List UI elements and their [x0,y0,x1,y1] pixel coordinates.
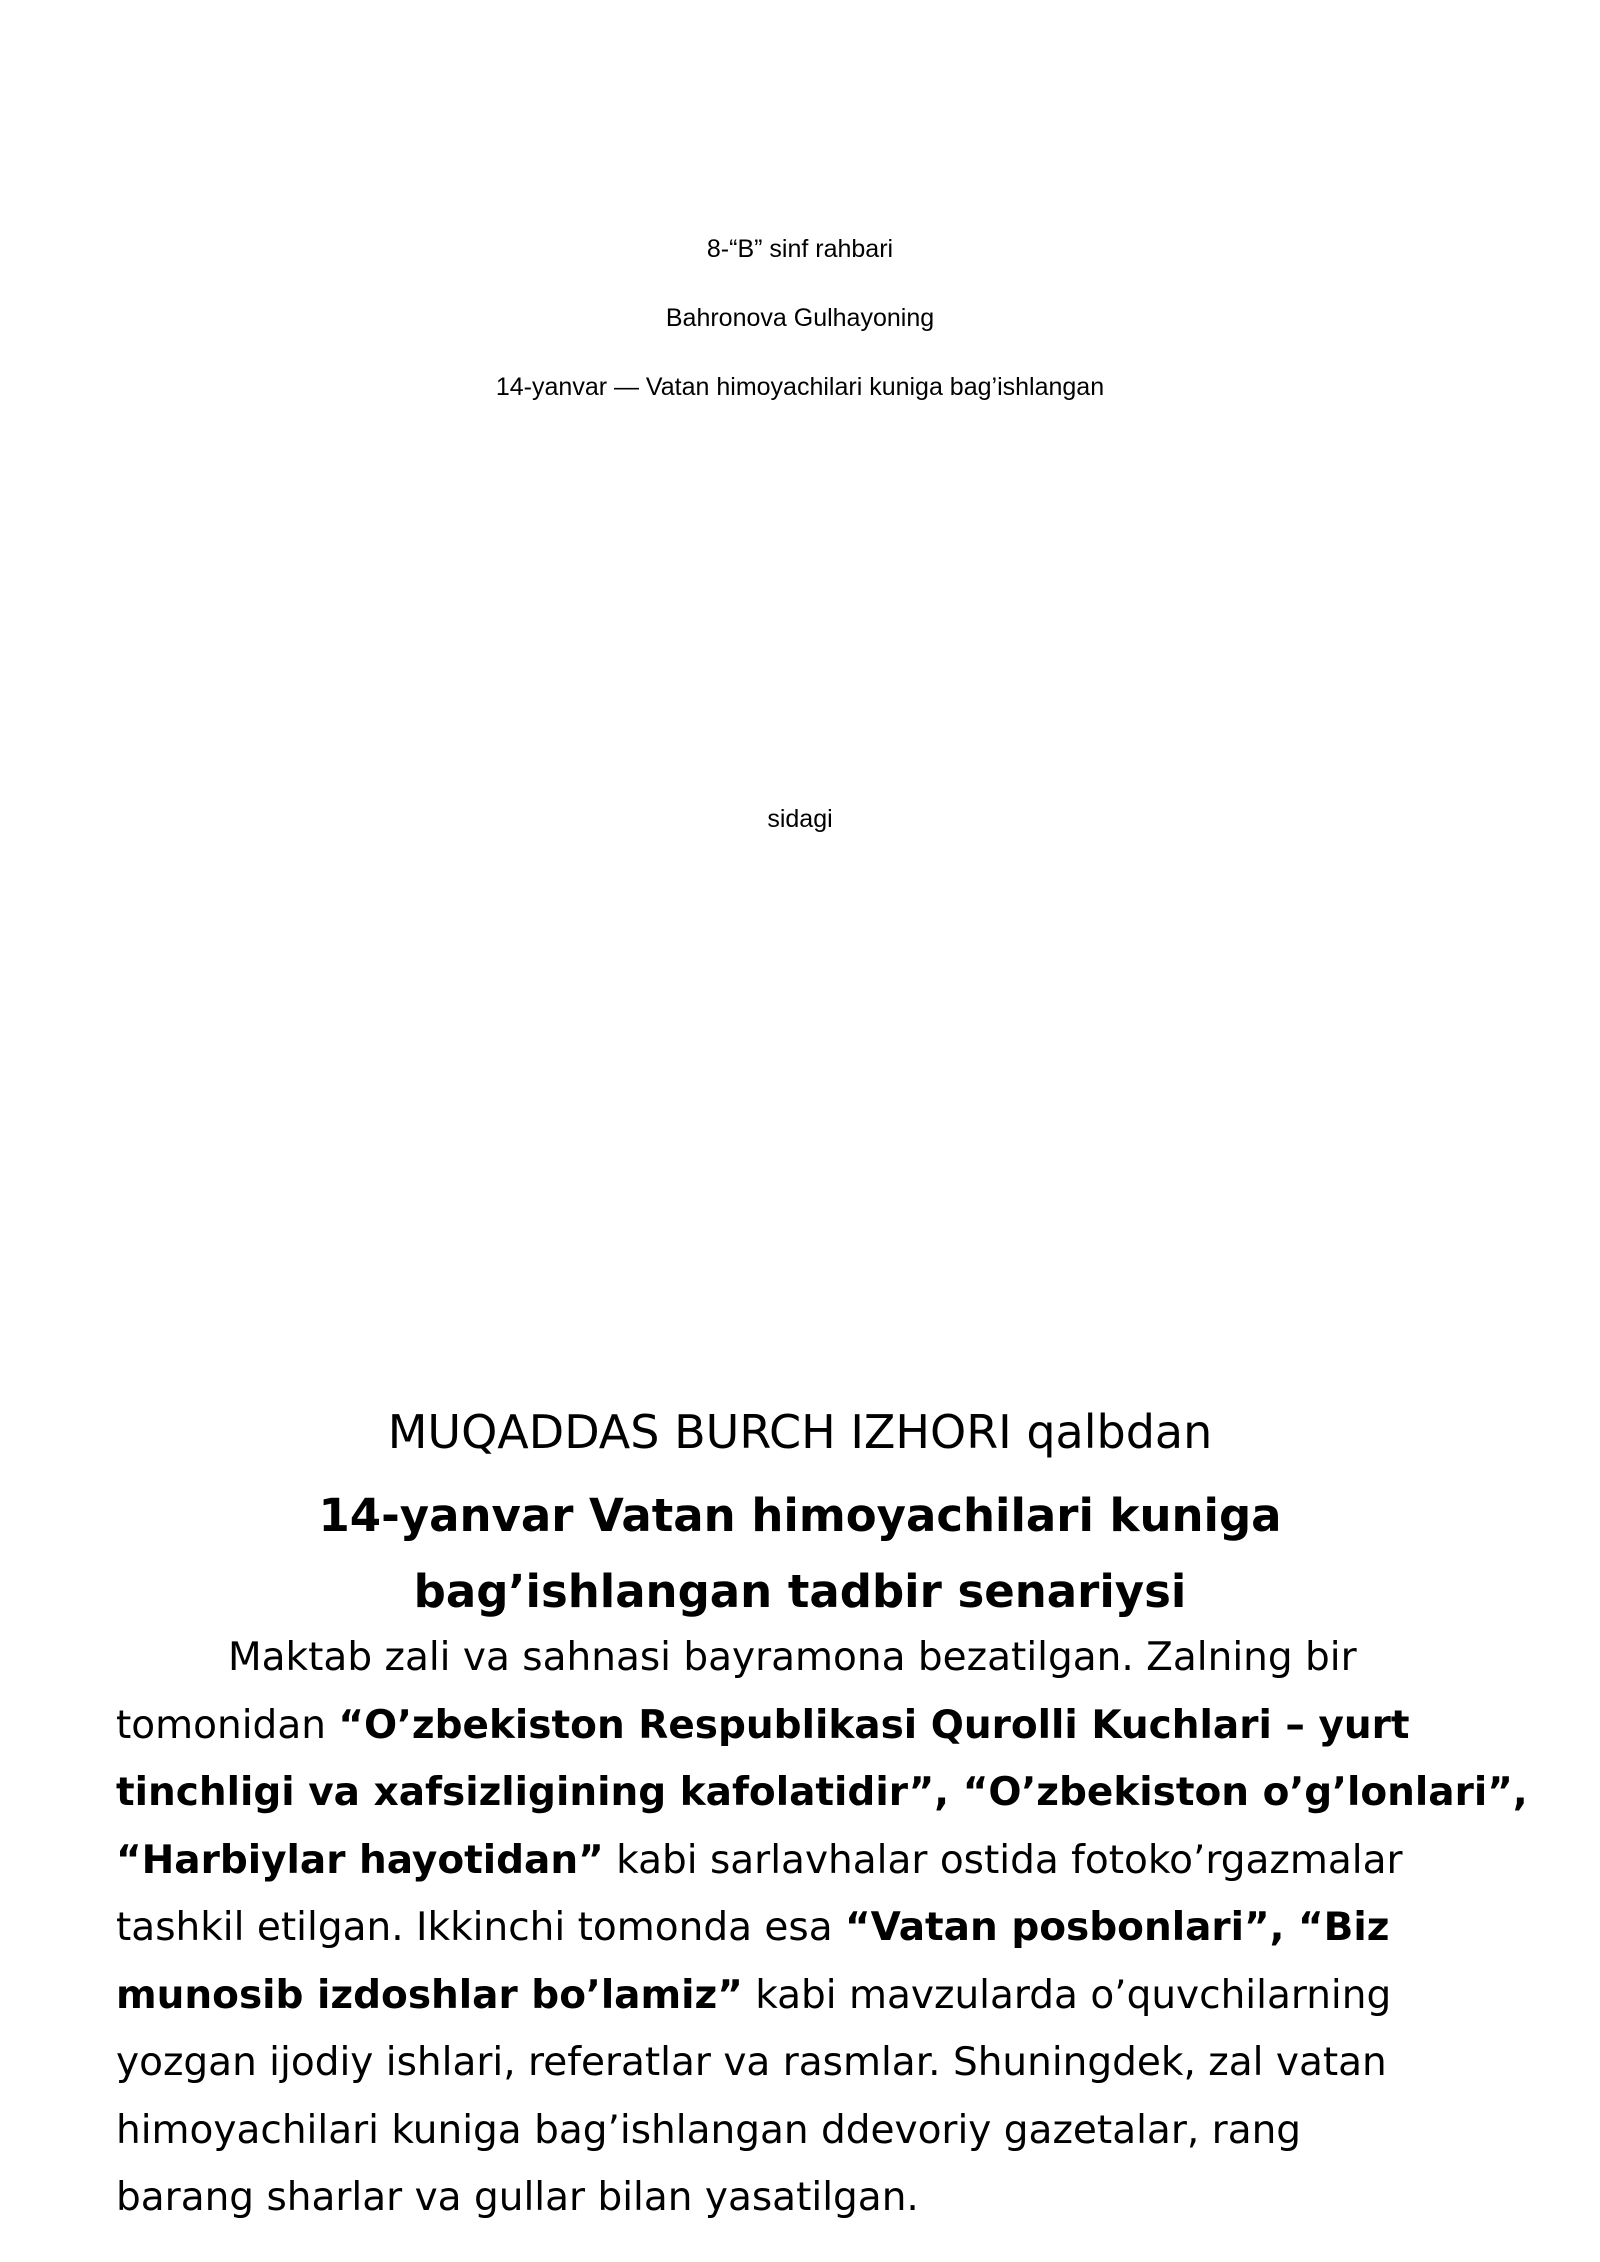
body-line-7: yozgan ijodiy ishlari, referatlar va rasmlar. Shuningdek, zal vatan [116,2040,1387,2085]
subtitle-line-1: 14-yanvar Vatan himoyachilari kuniga [318,1489,1282,1542]
class-teacher-label: 8-“B” sinf rahbari [706,235,894,263]
dedication-suffix: sidagi [767,805,833,833]
body-line-8: himoyachilari kuniga bag’ishlangan ddevoriy gazetalar, rang [116,2107,1302,2153]
exhibit-title-bold: “Harbiylar hayotidan” [116,1837,604,1883]
teacher-name: Bahronova Gulhayoning [665,304,935,332]
body-line-3 [116,1759,1528,1827]
body-line-9: barang sharlar va gullar bilan yasatilgan. [116,2175,919,2220]
body-line-2 [116,1692,1486,1760]
body-line-1 [116,1624,1486,1692]
theme-title-bold: “Vatan posbonlari”, “Biz [845,1905,1390,1950]
body-text-segment: Maktab zali va sahnasi bayramona bezatilgan. Zalning bir [228,1635,1357,1680]
body-line-4 [116,1827,1486,1895]
body-text-segment: tashkil etilgan. Ikkinchi tomonda esa [116,1905,846,1950]
dedication-line: 14-yanvar — Vatan himoyachilari kuniga bag’ishlangan [495,373,1105,401]
theme-title-bold: munosib izdoshlar bo’lamiz” [116,1972,743,2018]
body-text-segment: tomonidan [116,1702,339,1748]
exhibit-title-bold: “O’zbekiston Respublikasi Qurolli Kuchlari – yurt [338,1702,1410,1748]
document-subtitle [0,1478,1600,1630]
body-text-segment: kabi sarlavhalar ostida fotoko’rgazmalar [603,1837,1403,1883]
exhibit-title-bold: tinchligi va xafsizligining kafolatidir”, “O’zbekiston o’g’lonlari”, [116,1770,1528,1815]
body-text-segment: kabi mavzularda o’quvchilarning [742,1972,1392,2018]
body-line-6 [116,1962,1486,2030]
body-paragraph [116,1624,1528,2232]
subtitle-line-2: bag’ishlangan tadbir senariysi [413,1565,1187,1618]
body-line-5 [116,1894,1486,1962]
document-title: MUQADDAS BURCH IZHORI qalbdan [387,1405,1213,1459]
